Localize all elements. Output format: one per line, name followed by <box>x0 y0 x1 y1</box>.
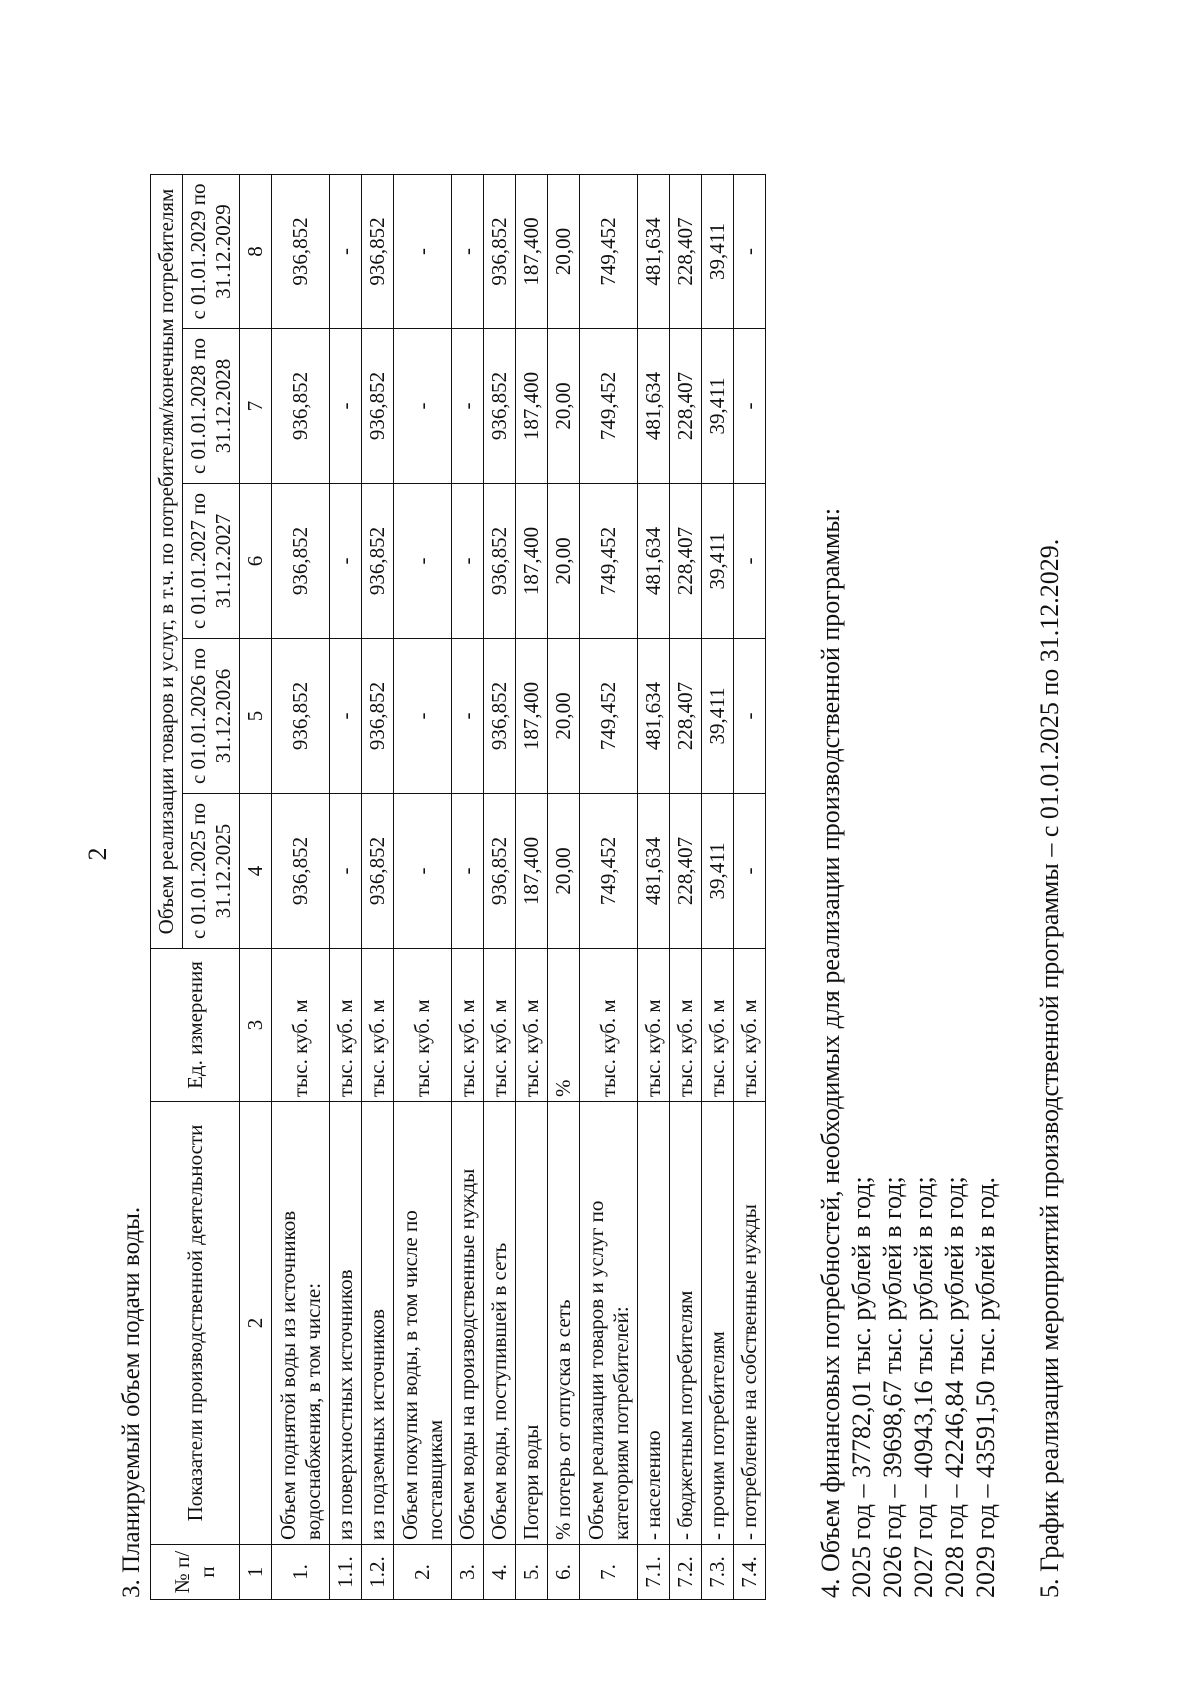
row-indicator: Объем воды на производственные нужды <box>452 1102 484 1545</box>
row-value: - <box>330 329 362 484</box>
section-4-title: 4. Объем финансовых потребностей, необходимых для реализации производственной программы: <box>816 507 845 1598</box>
table-row <box>734 174 766 1599</box>
row-indicator: Объем реализации товаров и услуг по категориям потребителей: <box>580 1102 638 1545</box>
row-value: 481,634 <box>638 484 670 639</box>
row-value: - <box>394 329 452 484</box>
header-period: с 01.01.2025 по 31.12.2025 <box>183 794 240 949</box>
table-row <box>484 174 516 1599</box>
row-value: 936,852 <box>272 174 330 328</box>
col-number: 3 <box>240 949 272 1102</box>
header-period: с 01.01.2027 по 31.12.2027 <box>183 484 240 639</box>
row-unit: тыс. куб. м <box>484 949 516 1102</box>
col-number: 2 <box>240 1102 272 1545</box>
row-value: - <box>452 174 484 328</box>
row-value: 187,400 <box>516 174 548 328</box>
row-value: - <box>394 639 452 794</box>
row-value: 39,411 <box>702 174 734 328</box>
row-value: 39,411 <box>702 329 734 484</box>
row-value: 936,852 <box>272 484 330 639</box>
row-value: 936,852 <box>362 484 394 639</box>
col-number: 8 <box>240 174 272 328</box>
header-unit: Ед. измерения <box>151 949 240 1102</box>
table-row <box>638 174 670 1599</box>
table-row <box>362 174 394 1599</box>
row-number: 5. <box>516 1545 548 1600</box>
row-value: 749,452 <box>580 639 638 794</box>
row-indicator: - потребление на собственные нужды <box>734 1102 766 1545</box>
row-number: 7.4. <box>734 1545 766 1600</box>
row-value: 228,407 <box>670 639 702 794</box>
table-row <box>580 174 638 1599</box>
table-row <box>394 174 452 1599</box>
row-value: 187,400 <box>516 484 548 639</box>
row-value: 39,411 <box>702 639 734 794</box>
row-value: 20,00 <box>548 639 580 794</box>
row-value: 20,00 <box>548 794 580 949</box>
row-value: - <box>394 484 452 639</box>
row-unit: тыс. куб. м <box>452 949 484 1102</box>
col-number: 4 <box>240 794 272 949</box>
row-value: 936,852 <box>272 639 330 794</box>
row-value: - <box>734 484 766 639</box>
row-unit: тыс. куб. м <box>362 949 394 1102</box>
row-indicator: из поверхностных источников <box>330 1102 362 1545</box>
row-number: 6. <box>548 1545 580 1600</box>
water-supply-table <box>150 174 766 1600</box>
row-value: 228,407 <box>670 329 702 484</box>
row-value: - <box>734 639 766 794</box>
row-indicator: - населению <box>638 1102 670 1545</box>
row-value: 481,634 <box>638 174 670 328</box>
row-indicator: - прочим потребителям <box>702 1102 734 1545</box>
row-value: - <box>734 174 766 328</box>
row-value: 187,400 <box>516 794 548 949</box>
finance-line: 2027 год – 40943,16 тыс. рублей в год; <box>909 1176 938 1598</box>
row-value: - <box>394 174 452 328</box>
col-number: 1 <box>240 1545 272 1600</box>
row-value: 228,407 <box>670 174 702 328</box>
header-period: с 01.01.2026 по 31.12.2026 <box>183 639 240 794</box>
section-5: 5. График реализации мероприятий производственной программы – с 01.01.2025 по 31.12.2029. <box>1035 538 1064 1598</box>
table-row <box>452 174 484 1599</box>
row-value: 187,400 <box>516 639 548 794</box>
row-number: 7.1. <box>638 1545 670 1600</box>
row-value: 936,852 <box>484 174 516 328</box>
row-value: - <box>330 174 362 328</box>
header-num: № п/п <box>151 1545 240 1600</box>
row-value: 20,00 <box>548 484 580 639</box>
finance-line: 2028 год – 42246,84 тыс. рублей в год; <box>940 1176 969 1598</box>
row-value: - <box>452 484 484 639</box>
row-value: 481,634 <box>638 794 670 949</box>
row-value: 228,407 <box>670 484 702 639</box>
row-number: 3. <box>452 1545 484 1600</box>
row-value: - <box>734 329 766 484</box>
row-unit: тыс. куб. м <box>670 949 702 1102</box>
header-row <box>151 174 183 1599</box>
row-value: 936,852 <box>362 174 394 328</box>
row-indicator: % потерь от отпуска в сеть <box>548 1102 580 1545</box>
row-number: 7.3. <box>702 1545 734 1600</box>
row-value: 187,400 <box>516 329 548 484</box>
table-row <box>548 174 580 1599</box>
row-unit: тыс. куб. м <box>516 949 548 1102</box>
finance-line: 2025 год – 37782,01 тыс. рублей в год; <box>847 1176 876 1598</box>
section-4 <box>815 508 1001 1598</box>
row-number: 7.2. <box>670 1545 702 1600</box>
row-value: 749,452 <box>580 329 638 484</box>
row-value: 749,452 <box>580 484 638 639</box>
row-unit: тыс. куб. м <box>638 949 670 1102</box>
column-number-row <box>240 174 272 1599</box>
row-indicator: Потери воды <box>516 1102 548 1545</box>
row-value: - <box>452 639 484 794</box>
table-row <box>702 174 734 1599</box>
row-value: 936,852 <box>484 794 516 949</box>
row-number: 2. <box>394 1545 452 1600</box>
row-value: 20,00 <box>548 329 580 484</box>
row-indicator: из подземных источников <box>362 1102 394 1545</box>
section-3-title: 3. Планируемый объем подачи воды. <box>118 1206 145 1598</box>
row-number: 7. <box>580 1545 638 1600</box>
row-value: 228,407 <box>670 794 702 949</box>
header-group: Объем реализации товаров и услуг, в т.ч. по потребителям/конечным потребителям <box>151 174 183 948</box>
row-number: 4. <box>484 1545 516 1600</box>
row-unit: тыс. куб. м <box>580 949 638 1102</box>
row-value: 936,852 <box>362 794 394 949</box>
row-unit: тыс. куб. м <box>272 949 330 1102</box>
row-value: - <box>452 794 484 949</box>
row-value: 481,634 <box>638 329 670 484</box>
row-value: 936,852 <box>484 484 516 639</box>
row-unit: тыс. куб. м <box>330 949 362 1102</box>
header-indicator: Показатели производственной деятельности <box>151 1102 240 1545</box>
row-indicator: Объем поднятой воды из источников водоснабжения, в том числе: <box>272 1102 330 1545</box>
row-value: 749,452 <box>580 794 638 949</box>
finance-line: 2029 год – 43591,50 тыс. рублей в год. <box>971 1177 1000 1598</box>
row-value: - <box>330 484 362 639</box>
row-value: - <box>394 794 452 949</box>
table-row <box>330 174 362 1599</box>
row-value: 936,852 <box>362 329 394 484</box>
col-number: 5 <box>240 639 272 794</box>
row-value: 936,852 <box>272 329 330 484</box>
row-value: - <box>734 794 766 949</box>
row-indicator: Объем покупки воды, в том числе по поставщикам <box>394 1102 452 1545</box>
row-number: 1.2. <box>362 1545 394 1600</box>
row-value: 936,852 <box>484 639 516 794</box>
row-value: 749,452 <box>580 174 638 328</box>
row-value: 936,852 <box>362 639 394 794</box>
col-number: 6 <box>240 484 272 639</box>
table-row <box>272 174 330 1599</box>
row-number: 1. <box>272 1545 330 1600</box>
row-value: 481,634 <box>638 639 670 794</box>
header-period: с 01.01.2029 по 31.12.2029 <box>183 174 240 328</box>
row-number: 1.1. <box>330 1545 362 1600</box>
finance-line: 2026 год – 39698,67 тыс. рублей в год; <box>878 1176 907 1598</box>
table-row <box>516 174 548 1599</box>
row-value: 39,411 <box>702 794 734 949</box>
row-value: - <box>330 639 362 794</box>
row-unit: тыс. куб. м <box>394 949 452 1102</box>
row-indicator: - бюджетным потребителям <box>670 1102 702 1545</box>
row-indicator: Объем воды, поступившей в сеть <box>484 1102 516 1545</box>
row-unit: тыс. куб. м <box>702 949 734 1102</box>
page-number: 2 <box>83 847 112 861</box>
row-unit: тыс. куб. м <box>734 949 766 1102</box>
col-number: 7 <box>240 329 272 484</box>
row-value: - <box>452 329 484 484</box>
table-row <box>670 174 702 1599</box>
row-value: 936,852 <box>272 794 330 949</box>
row-value: - <box>330 794 362 949</box>
row-value: 936,852 <box>484 329 516 484</box>
row-value: 39,411 <box>702 484 734 639</box>
header-period: с 01.01.2028 по 31.12.2028 <box>183 329 240 484</box>
row-unit: % <box>548 949 580 1102</box>
row-value: 20,00 <box>548 174 580 328</box>
